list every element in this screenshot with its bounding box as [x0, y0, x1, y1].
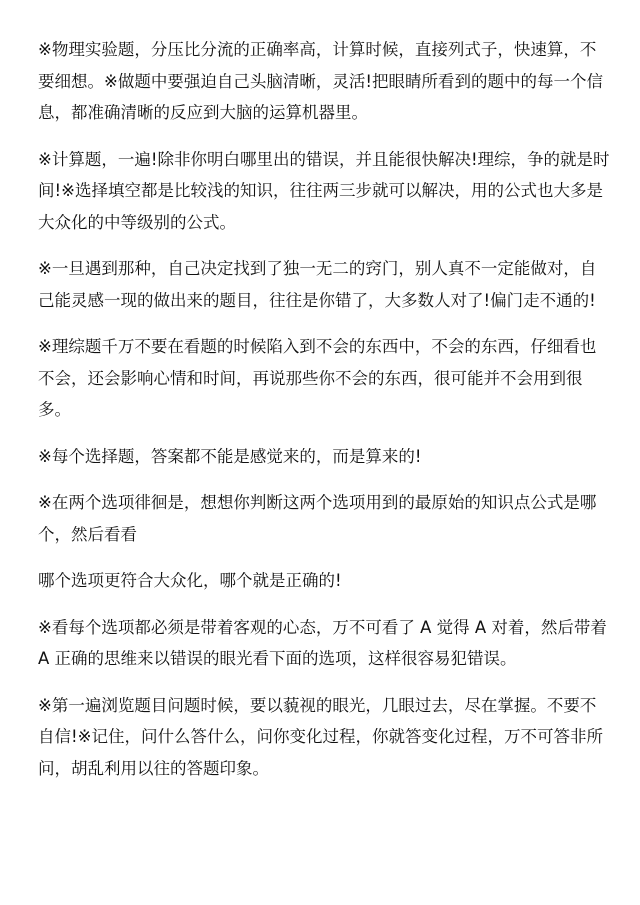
paragraph-multiple-choice: ※每个选择题，答案都不能是感觉来的，而是算来的! — [38, 446, 422, 466]
paragraph-physics-experiment: ※物理实验题，分压比分流的正确率高，计算时候，直接列式子，快速算，不要细想。※做题中要强迫自己头脑清晰，灵活!把眼睛所看到的题中的每一个信息，都准确清晰的反应到大脑的运算机器里。 — [38, 40, 603, 122]
document-body — [38, 34, 610, 799]
paragraph-two-options: ※在两个选项徘徊是，想想你判断这两个选项用到的最原始的知识点公式是哪个，然后看看 — [38, 493, 597, 544]
paragraph-unique-trick: ※一旦遇到那种，自己决定找到了独一无二的窍门，别人真不一定能做对，自己能灵感一现的做出来的题目，往往是你错了，大多数人对了!偏门走不通的! — [38, 259, 597, 310]
paragraph-popular-option: 哪个选项更符合大众化，哪个就是正确的! — [38, 571, 342, 590]
paragraph-unknown-content: ※理综题千万不要在看题的时候陷入到不会的东西中，不会的东西，仔细看也不会，还会影响心情和时间，再说那些你不会的东西，很可能并不会用到很多。 — [38, 337, 597, 419]
paragraph-first-pass: ※第一遍浏览题目问题时候，要以藐视的眼光，几眼过去，尽在掌握。不要不自信!※记住，问什么答什么，问你变化过程，你就答变化过程，万不可答非所问，胡乱利用以往的答题印象。 — [38, 695, 603, 778]
paragraph-calculation: ※计算题，一遍!除非你明白哪里出的错误，并且能很快解决!理综，争的就是时间!※选择填空都是比较浅的知识，往往两三步就可以解决，用的公式也大多是大众化的中等级别的公式。 — [38, 149, 610, 232]
paragraph-objective-mindset: ※看每个选项都必须是带着客观的心态，万不可看了 A 觉得 A 对着，然后带着 A 正确的思维来以错误的眼光看下面的选项，这样很容易犯错误。 — [38, 617, 607, 668]
